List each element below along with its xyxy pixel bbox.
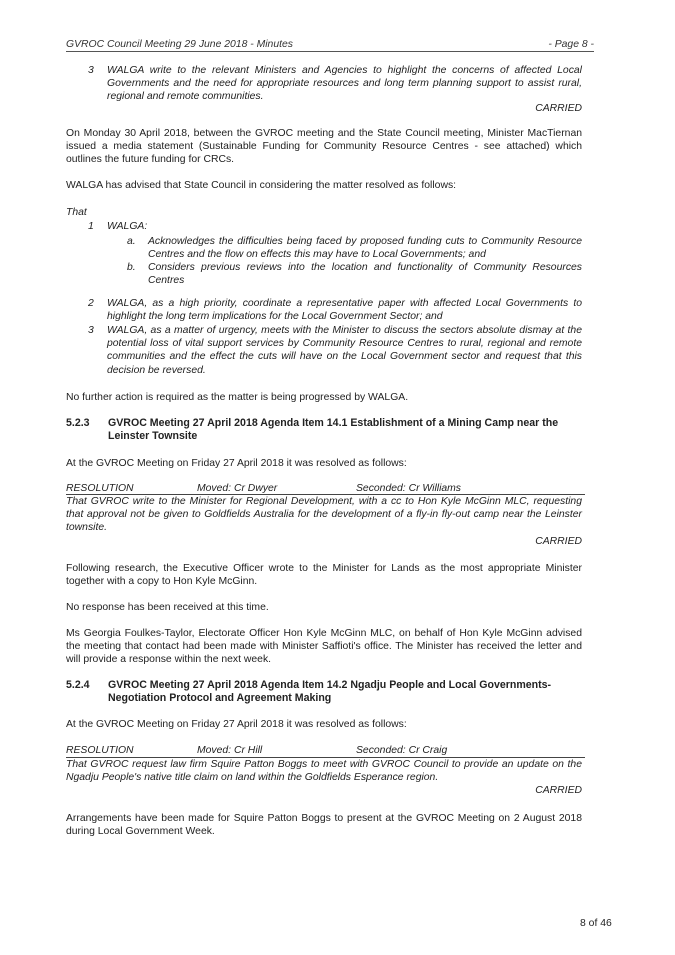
item-number: 3 xyxy=(88,65,94,76)
section-524-para-1: Arrangements have been made for Squire Patton Boggs to present at the GVROC Meeting on 2 August 2018 during Local Government Week. xyxy=(66,813,582,838)
header-divider xyxy=(66,51,594,52)
walga-item-1: 1 WALGA: xyxy=(88,221,148,232)
section-heading-5-2-4: 5.2.4 GVROC Meeting 27 April 2018 Agenda Item 14.2 Ngadju People and Local Governments- Negotiation Protocol and Agreement Making xyxy=(66,679,552,705)
carried-label: CARRIED xyxy=(535,536,582,547)
paragraph-minister-statement: On Monday 30 April 2018, between the GVROC meeting and the State Council meeting, Minister MacTiernan issued a media statement (Sustainable Funding for Community Resource Centres - see attached) which outlines the future funding for CRCs. xyxy=(66,128,582,166)
carried-label: CARRIED xyxy=(535,785,582,796)
section-523-intro: At the GVROC Meeting on Friday 27 April 2018 it was resolved as follows: xyxy=(66,458,407,469)
paragraph-walga-advice: WALGA has advised that State Council in considering the matter resolved as follows: xyxy=(66,180,457,191)
walga-item-3: 3 WALGA, as a matter of urgency, meets with the Minister to discuss the sectors absolute dismay at the potential loss of vital support services by Community Resource Centres to rural, regional and remote communities and the effect the cuts will have on the Local Government sector and request that this decision be reversed. xyxy=(88,325,582,376)
resolution-that: That xyxy=(66,207,87,218)
moved-by: Moved: Cr Hill xyxy=(197,745,263,756)
walga-item-2: 2 WALGA, as a high priority, coordinate a representative paper with affected Local Governments to highlight the long term implications for the Local Government Sector; and xyxy=(88,298,582,323)
section-523-para-3: Ms Georgia Foulkes-Taylor, Electorate Officer Hon Kyle McGinn MLC, on behalf of Hon Kyle McGinn advised the meeting that contact had been made with Minister Saffioti's office. The Minister has received the letter and will provide a response within the next week. xyxy=(66,628,582,666)
moved-by: Moved: Cr Dwyer xyxy=(197,483,278,494)
header-title: GVROC Council Meeting 29 June 2018 - Minutes xyxy=(66,39,293,50)
seconded-by: Seconded: Cr Craig xyxy=(356,745,448,756)
seconded-by: Seconded: Cr Williams xyxy=(356,483,462,494)
header-page-label: - Page 8 - xyxy=(548,39,594,50)
page-number: 8 of 46 xyxy=(580,918,612,929)
walga-item-1a: a. Acknowledges the difficulties being faced by proposed funding cuts to Community Resource Centres and the flow on effects this may have to Local Governments; and xyxy=(127,236,582,261)
walga-item-1b: b. Considers previous reviews into the location and functionality of Community Resources Centres xyxy=(127,262,582,287)
item-text: WALGA write to the relevant Ministers and Agencies to highlight the concerns of affected Local Governments and the need for appropriate resources and long term planning support to assist rural, regional and remote communities. xyxy=(107,65,582,103)
resolution-label: RESOLUTION xyxy=(66,745,134,756)
page-header xyxy=(66,38,594,51)
resolution-text-523: That GVROC write to the Minister for Regional Development, with a cc to Hon Kyle McGinn MLC, requesting that approval not be given to Goldfields Australia for the development of a fly-in fly-out camp near the Leinster townsite. xyxy=(66,496,582,534)
carried-label: CARRIED xyxy=(535,103,582,114)
section-524-intro: At the GVROC Meeting on Friday 27 April 2018 it was resolved as follows: xyxy=(66,719,407,730)
resolution-item-3-top xyxy=(66,64,582,104)
resolution-label: RESOLUTION xyxy=(66,483,134,494)
section-523-para-1: Following research, the Executive Officer wrote to the Minister for Lands as the most appropriate Minister together with a copy to Hon Kyle McGinn. xyxy=(66,563,582,588)
paragraph-no-further-action: No further action is required as the matter is being progressed by WALGA. xyxy=(66,392,409,403)
resolution-text-524: That GVROC request law firm Squire Patton Boggs to meet with GVROC Council to provide an update on the Ngadju People's native title claim on land within the Goldfields Esperance region. xyxy=(66,759,582,784)
section-heading-5-2-3: 5.2.3 GVROC Meeting 27 April 2018 Agenda Item 14.1 Establishment of a Mining Camp near the Leinster Townsite xyxy=(66,417,559,443)
section-523-para-2: No response has been received at this time. xyxy=(66,602,269,613)
